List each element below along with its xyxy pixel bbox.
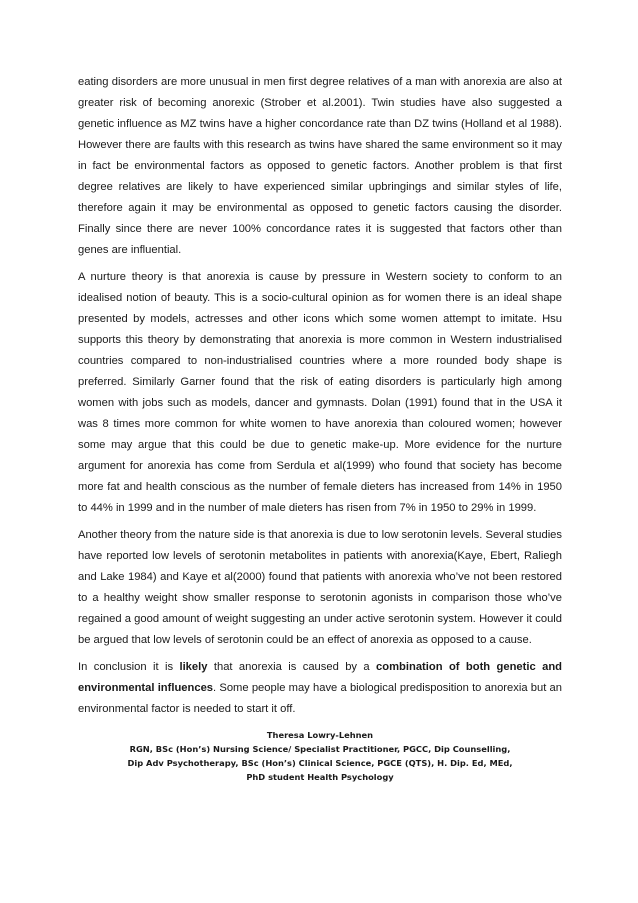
document-page	[78, 72, 562, 784]
conclusion-text-3: . Some people may have a biological predisposition to anorexia but an environmental factor is needed to start it off.	[78, 682, 563, 715]
paragraph-twin-studies: eating disorders are more unusual in men first degree relatives of a man with anorexia are also at greater risk of becoming anorexic (Strober et al.2001). Twin studies have also suggested a genetic influence as MZ twins have a higher concordance rate than DZ twins (Holland et al 1988). However there are faults with this research as twins have shared the same environment so it may in fact be environmental factors as opposed to genetic factors. Another problem is that first degree relatives are likely to have experienced similar upbringings and similar styles of life, therefore again it may be environmental as opposed to genetic factors causing the disorder. Finally since there are never 100% concordance rates it is suggested that factors other than genes are influential.	[78, 76, 562, 256]
paragraph-nurture-theory: A nurture theory is that anorexia is cause by pressure in Western society to conform to an idealised notion of beauty. This is a socio-cultural opinion as for women there is an ideal shape presented by models, actresses and other icons which some women attempt to imitate. Hsu supports this theory by demonstrating that anorexia is more common in Western industrialised countries compared to non-industrialised countries where a more rounded body shape is preferred. Similarly Garner found that the risk of eating disorders is particularly high among women with jobs such as models, dancer and gymnasts. Dolan (1991) found that in the USA it was 8 times more common for white women to have anorexia than coloured women; however some may argue that this could be due to genetic make-up. More evidence for the nurture argument for anorexia has come from Serdula et al(1999) who found that society has become more fat and health conscious as the number of female dieters has increased from 14% in 1950 to 44% in 1999 and in the number of male dieters has risen from 7% in 1950 to 29% in 1999.	[78, 271, 562, 514]
conclusion-bold-combination: combination of both genetic and environmental influences	[78, 661, 562, 694]
author-credentials-line-3: PhD student Health Psychology	[246, 772, 394, 782]
paragraph-conclusion	[78, 657, 562, 720]
conclusion-bold-likely: likely	[179, 661, 208, 673]
author-name: Theresa Lowry-Lehnen	[266, 730, 374, 740]
conclusion-text-1: In conclusion it is	[78, 661, 180, 673]
author-footer	[78, 728, 562, 784]
author-credentials-line-2: Dip Adv Psychotherapy, BSc (Hon’s) Clinical Science, PGCE (QTS), H. Dip. Ed, MEd,	[127, 758, 513, 768]
author-credentials-line-1: RGN, BSc (Hon’s) Nursing Science/ Specialist Practitioner, PGCC, Dip Counselling,	[129, 744, 511, 754]
conclusion-text-2: that anorexia is caused by a	[207, 661, 377, 673]
paragraph-serotonin-theory: Another theory from the nature side is that anorexia is due to low serotonin levels. Several studies have reported low levels of serotonin metabolites in patients with anorexia(Kaye, Ebert, Raliegh and Lake 1984) and Kaye et al(2000) found that patients with anorexia who’ve not been restored to a healthy weight show smaller response to serotonin agonists in comparison those who’ve regained a good amount of weight suggesting an under active serotonin system. However it could be argued that low levels of serotonin could be an effect of anorexia as opposed to a cause.	[78, 529, 562, 646]
